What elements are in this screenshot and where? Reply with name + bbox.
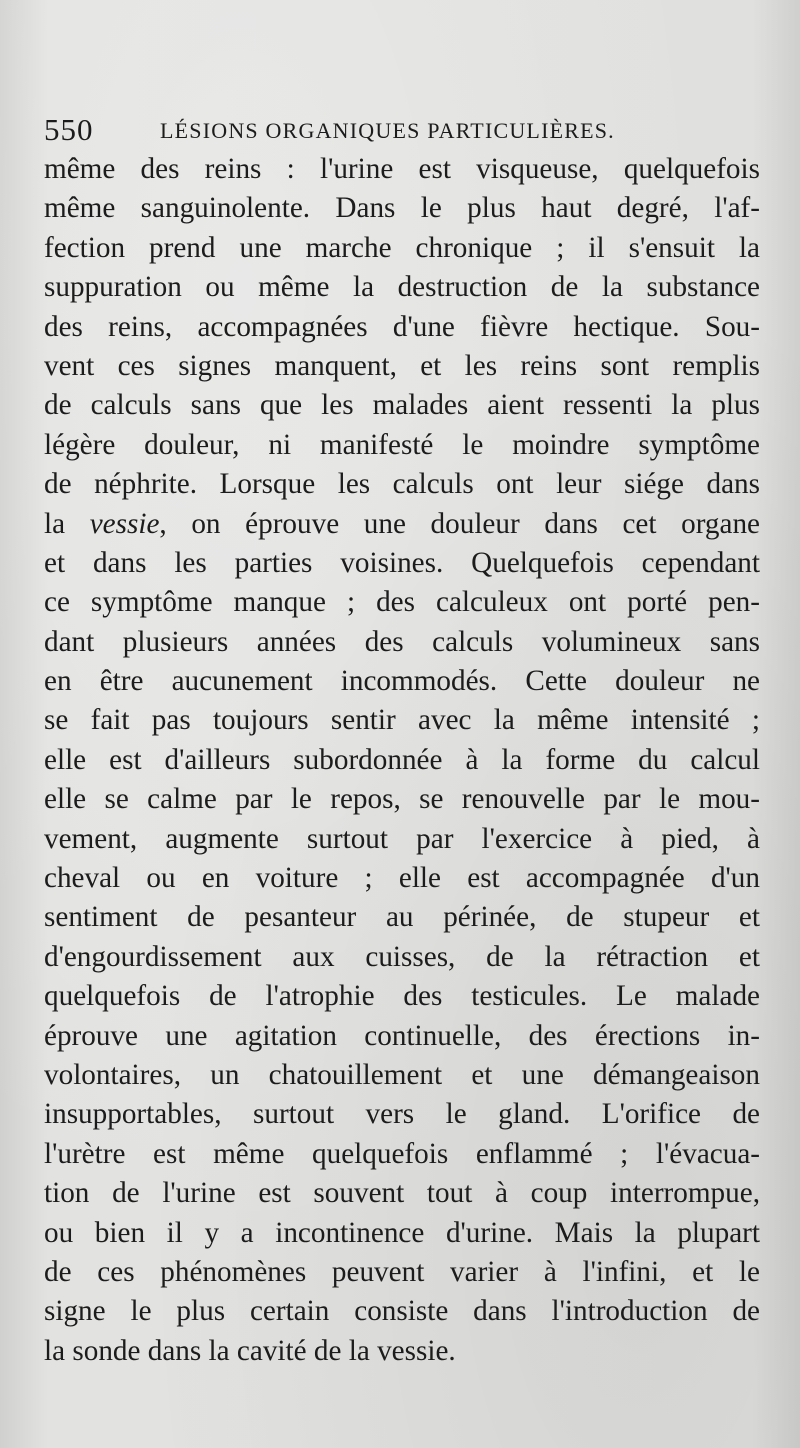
text-line: en être aucunement incommodés. Cette douleur ne	[44, 665, 760, 698]
text-line: insupportables, surtout vers le gland. L'orifice de	[44, 1098, 760, 1131]
body-text	[44, 150, 760, 1371]
text-line: vement, augmente surtout par l'exercice à pied, à	[44, 822, 760, 855]
text-line: volontaires, un chatouillement et une démangeaison	[44, 1058, 760, 1091]
text-line: tion de l'urine est souvent tout à coup interrompue,	[44, 1177, 760, 1210]
text-line: suppuration ou même la destruction de la substance	[44, 271, 760, 304]
text-line: même des reins : l'urine est visqueuse, quelquefois	[44, 153, 760, 185]
text-line: cheval ou en voiture ; elle est accompagnée d'un	[44, 862, 760, 895]
text-line: vent ces signes manquent, et les reins sont remplis	[44, 349, 760, 382]
text-line: dant plusieurs années des calculs volumineux sans	[44, 625, 760, 658]
text-line: éprouve une agitation continuelle, des érections in-	[44, 1019, 760, 1052]
page-number: 550	[44, 112, 94, 147]
text-line: l'urètre est même quelquefois enflammé ; l'évacua-	[44, 1137, 760, 1170]
text-line: signe le plus certain consiste dans l'introduction de	[44, 1295, 760, 1328]
page-header	[44, 112, 764, 148]
text-line: de néphrite. Lorsque les calculs ont leur siége dans	[44, 468, 760, 501]
text-line: d'engourdissement aux cuisses, de la rétraction et	[44, 940, 760, 973]
text-line: la vessie, on éprouve une douleur dans cet organe	[44, 507, 760, 540]
text-line: ou bien il y a incontinence d'urine. Mais la plupart	[44, 1216, 760, 1249]
italic-term: vessie	[89, 507, 160, 540]
text-line: elle se calme par le repos, se renouvelle par le mou-	[44, 783, 760, 816]
text-line: elle est d'ailleurs subordonnée à la forme du calcul	[44, 743, 760, 776]
text-line: quelquefois de l'atrophie des testicules. Le malade	[44, 980, 760, 1013]
text-line: des reins, accompagnées d'une fièvre hectique. Sou-	[44, 310, 760, 343]
text-line: même sanguinolente. Dans le plus haut degré, l'af-	[44, 192, 760, 225]
text-line: et dans les parties voisines. Quelquefois cependant	[44, 546, 760, 579]
text-line: ce symptôme manque ; des calculeux ont porté pen-	[44, 586, 760, 619]
running-title: LÉSIONS ORGANIQUES PARTICULIÈRES.	[160, 118, 615, 143]
text-line: fection prend une marche chronique ; il s'ensuit la	[44, 231, 760, 264]
text-line: sentiment de pesanteur au périnée, de stupeur et	[44, 901, 760, 934]
text-line: de ces phénomènes peuvent varier à l'infini, et le	[44, 1255, 760, 1288]
text-line: légère douleur, ni manifesté le moindre symptôme	[44, 428, 760, 461]
text-line: se fait pas toujours sentir avec la même intensité ;	[44, 704, 760, 737]
text-line: de calculs sans que les malades aient ressenti la plus	[44, 389, 760, 422]
text-line-last: la sonde dans la cavité de la vessie.	[44, 1334, 456, 1367]
